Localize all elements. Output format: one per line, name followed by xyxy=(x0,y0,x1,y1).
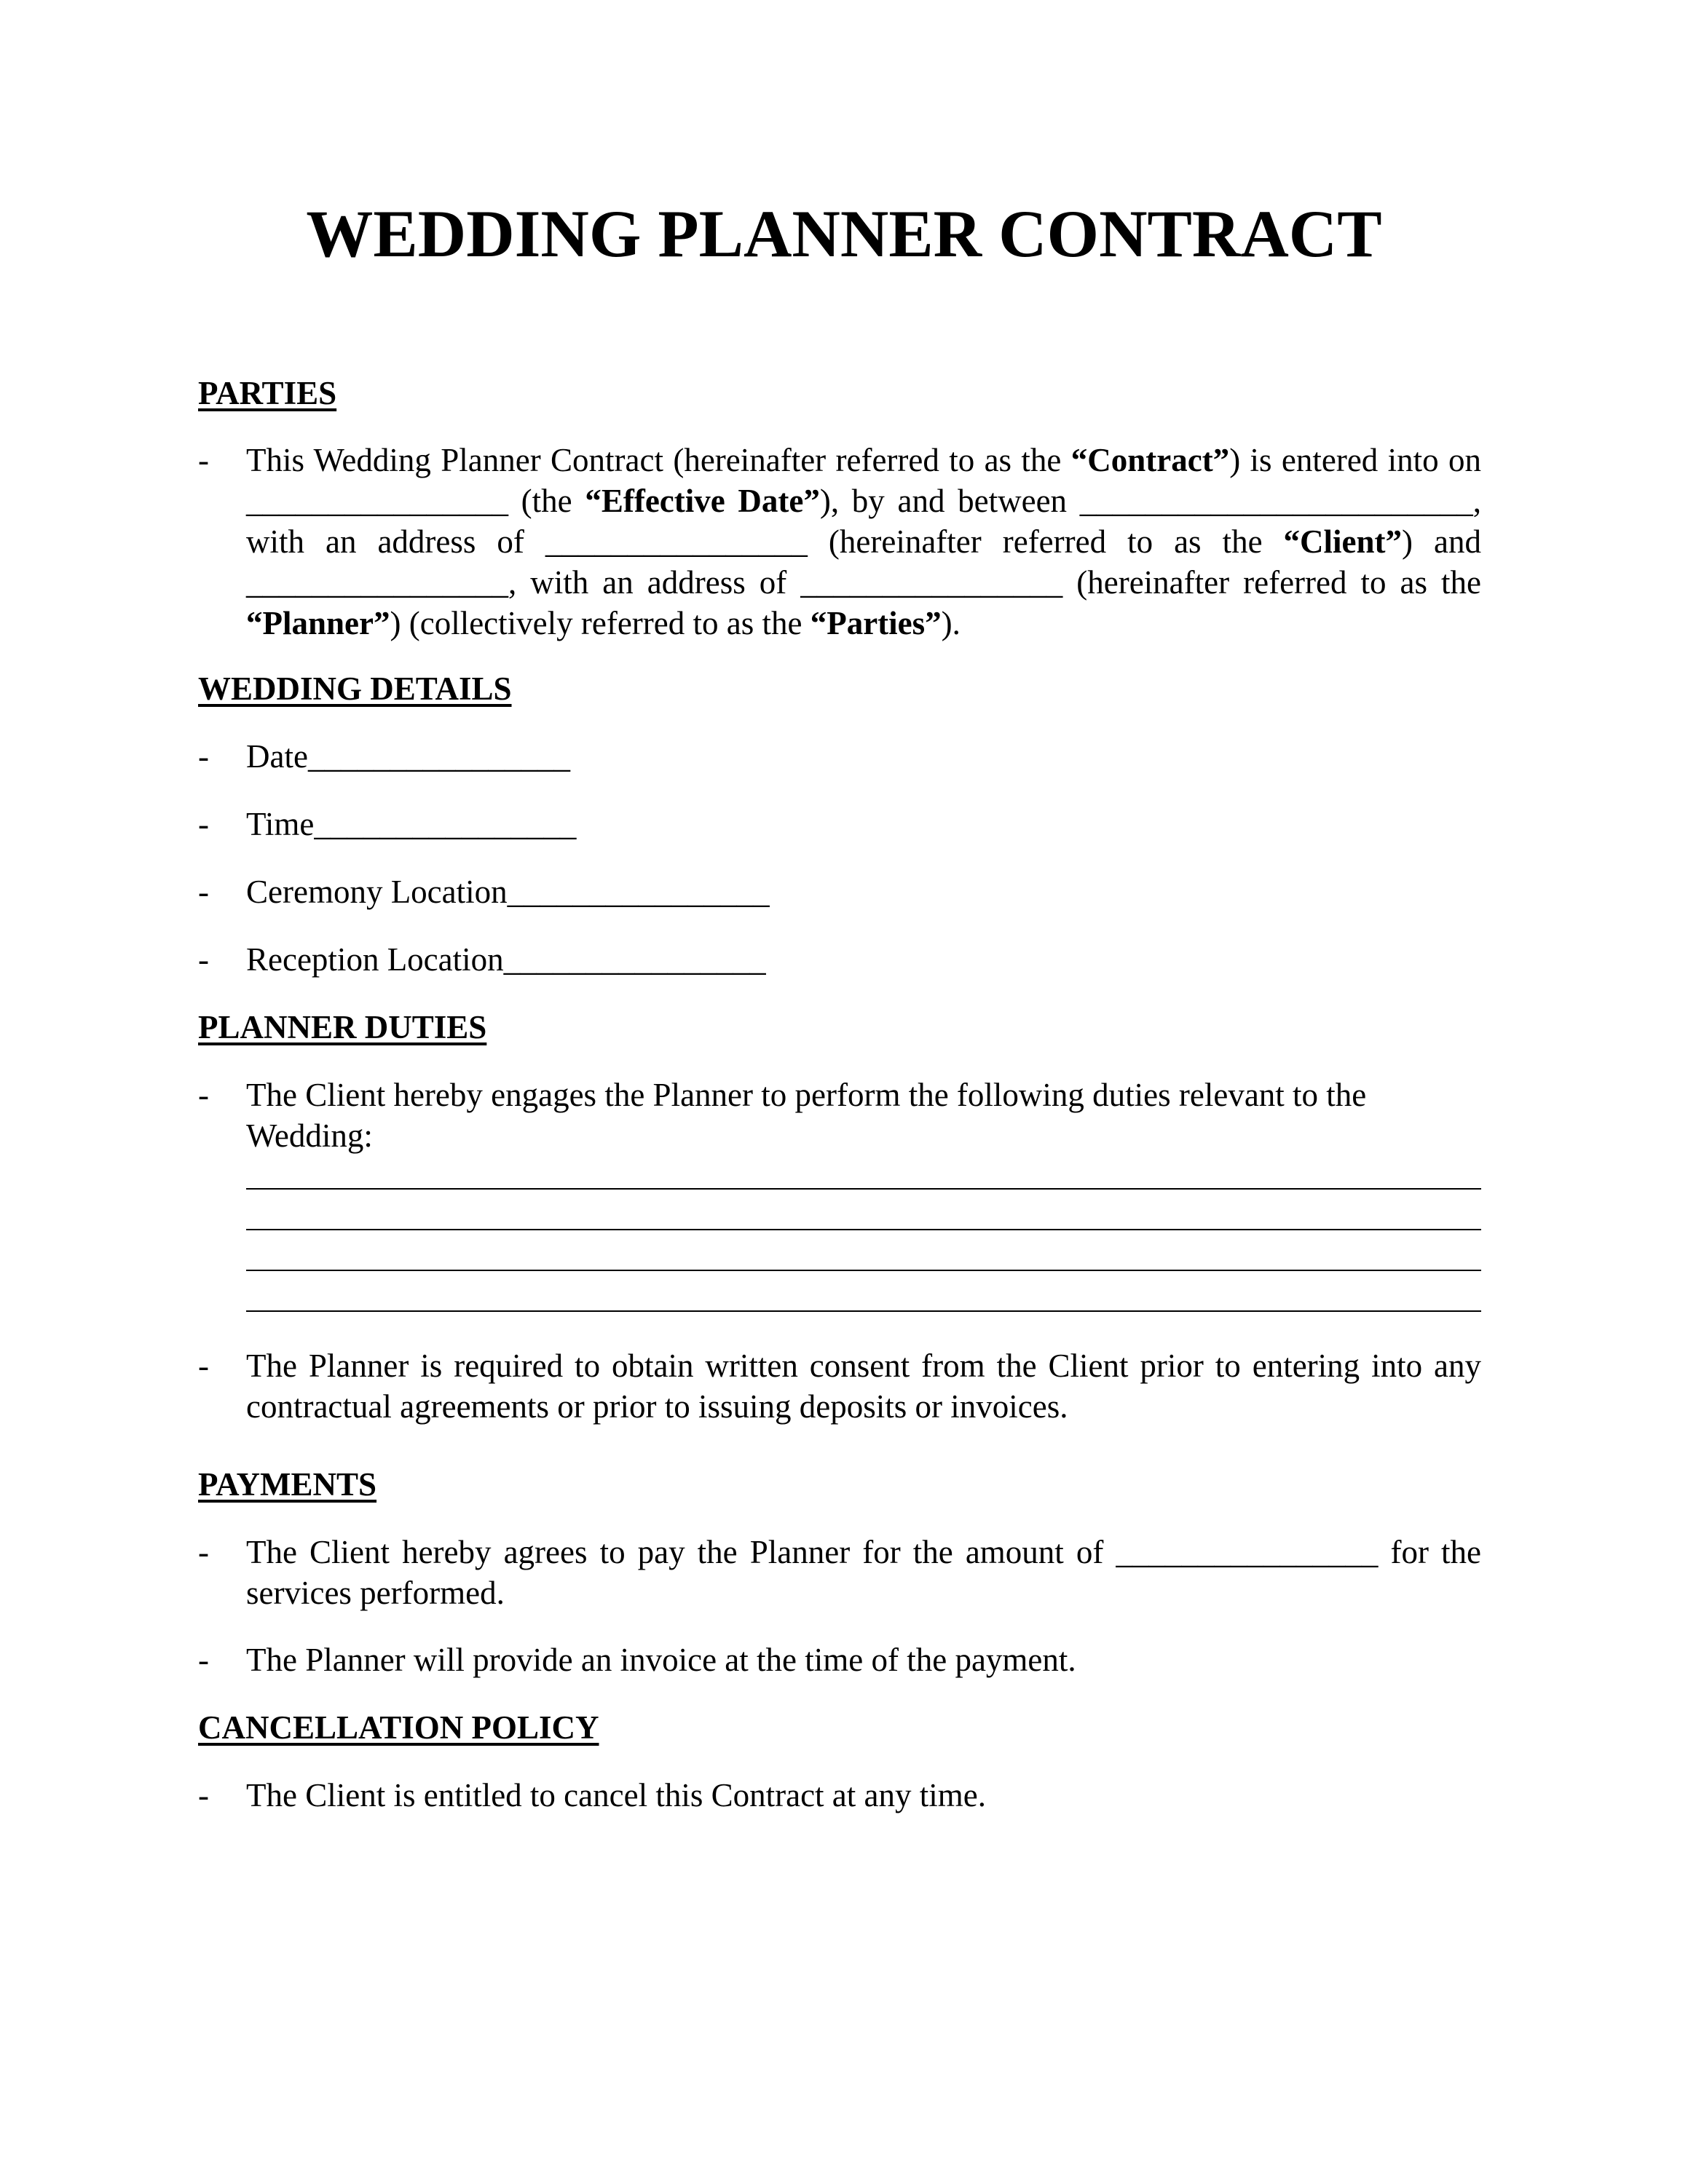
blank-client-name[interactable]: ________________________ xyxy=(1079,483,1473,519)
detail-text: Date________________ xyxy=(246,738,570,775)
payments-item-2 xyxy=(198,1639,1481,1680)
payments-item-1 xyxy=(198,1532,1481,1613)
detail-text: Reception Location________________ xyxy=(246,941,766,978)
planner-duties-item-1 xyxy=(198,1075,1481,1156)
wedding-detail-time[interactable] xyxy=(198,804,1481,844)
term-contract: “Contract” xyxy=(1070,442,1230,478)
detail-text: Time________________ xyxy=(246,806,577,842)
bullet-dash: - xyxy=(198,806,209,842)
term-effective-date: “Effective Date” xyxy=(585,483,820,519)
bullet-dash: - xyxy=(198,1077,209,1113)
duties-text: The Client hereby engages the Planner to perform the following duties relevant to the Wedding: xyxy=(246,1077,1367,1154)
wedding-detail-ceremony-location[interactable] xyxy=(198,871,1481,912)
duties-fill-line[interactable] xyxy=(246,1188,1481,1190)
wedding-detail-reception-location[interactable] xyxy=(198,939,1481,980)
parties-paragraph xyxy=(198,440,1481,644)
section-heading-payments: PAYMENTS xyxy=(198,1466,377,1503)
term-planner: “Planner” xyxy=(246,605,390,641)
payments-text: The Planner will provide an invoice at the time of the payment. xyxy=(246,1642,1076,1678)
blank-effective-date[interactable]: ________________ xyxy=(246,483,508,519)
detail-text: Ceremony Location________________ xyxy=(246,874,770,910)
cancellation-text: The Client is entitled to cancel this Contract at any time. xyxy=(246,1777,986,1813)
section-heading-planner-duties: PLANNER DUTIES xyxy=(198,1009,487,1045)
bullet-dash: - xyxy=(198,1534,209,1570)
parties-text: This Wedding Planner Contract (hereinafter referred to as the “Contract”) is entered into on ________________ (the “Effective Date”), by and between ________________________, with an address of ________________ (hereinafter referred to as the “Client”) and ________________, with an address of ________________ (hereinafter referred to as the “Planner”) (collectively referred to as the “Parties”). xyxy=(246,442,1481,641)
blank-planner-address[interactable]: ________________ xyxy=(800,564,1063,601)
cancellation-item-1 xyxy=(198,1775,1481,1816)
term-parties: “Parties” xyxy=(810,605,942,641)
section-heading-cancellation-policy: CANCELLATION POLICY xyxy=(198,1709,599,1746)
term-client: “Client” xyxy=(1283,523,1403,560)
bullet-dash: - xyxy=(198,1348,209,1384)
wedding-detail-date[interactable] xyxy=(198,736,1481,777)
blank-planner-name[interactable]: ________________ xyxy=(246,564,508,601)
bullet-dash: - xyxy=(198,941,209,978)
planner-duties-item-2 xyxy=(198,1345,1481,1427)
duties-fill-line[interactable] xyxy=(246,1310,1481,1312)
bullet-dash: - xyxy=(198,1777,209,1813)
section-heading-parties: PARTIES xyxy=(198,375,337,411)
payments-text: The Client hereby agrees to pay the Planner for the amount of ________________ for the services performed. xyxy=(246,1534,1481,1611)
bullet-dash: - xyxy=(198,738,209,775)
duties-text: The Planner is required to obtain written consent from the Client prior to entering into any contractual agreements or prior to issuing deposits or invoices. xyxy=(246,1348,1481,1425)
blank-client-address[interactable]: ________________ xyxy=(545,523,808,560)
duties-fill-line[interactable] xyxy=(246,1229,1481,1230)
bullet-dash: - xyxy=(198,442,209,478)
section-heading-wedding-details: WEDDING DETAILS xyxy=(198,670,512,707)
bullet-dash: - xyxy=(198,1642,209,1678)
bullet-dash: - xyxy=(198,874,209,910)
page-title: WEDDING PLANNER CONTRACT xyxy=(306,197,1382,271)
duties-fill-line[interactable] xyxy=(246,1270,1481,1271)
